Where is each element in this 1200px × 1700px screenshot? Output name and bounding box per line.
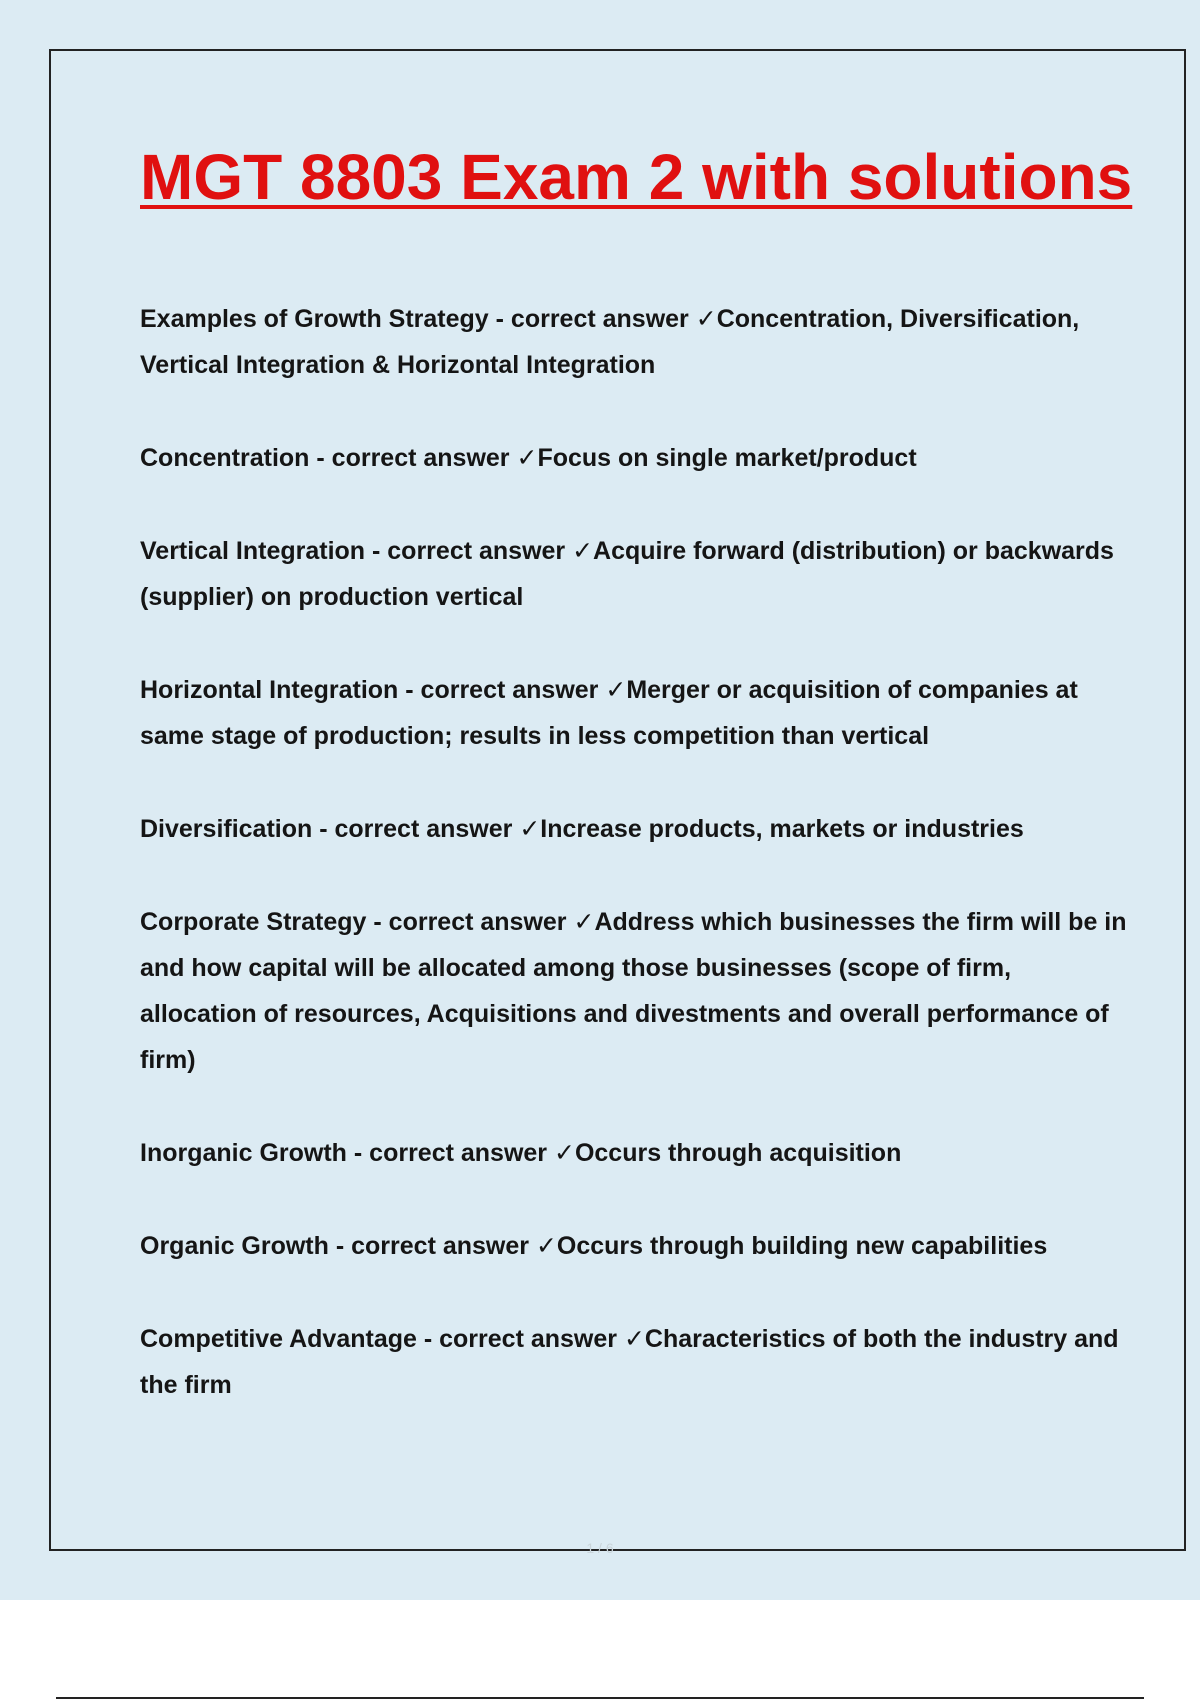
check-mark-icon: ✓ bbox=[535, 1232, 557, 1260]
qa-term: Concentration bbox=[140, 444, 310, 472]
check-mark-icon: ✓ bbox=[519, 815, 541, 843]
qa-separator: - correct answer bbox=[365, 537, 573, 565]
qa-answer: Focus on single market/product bbox=[537, 444, 917, 472]
qa-term: Competitive Advantage bbox=[140, 1325, 417, 1353]
qa-separator: - correct answer bbox=[328, 1232, 536, 1260]
qa-list bbox=[140, 296, 1130, 1455]
qa-answer: Increase products, markets or industries bbox=[540, 815, 1024, 843]
qa-item bbox=[140, 899, 1130, 1083]
qa-term: Examples of Growth Strategy bbox=[140, 305, 489, 333]
qa-term: Organic Growth bbox=[140, 1232, 329, 1260]
qa-separator: - correct answer bbox=[488, 305, 696, 333]
qa-separator: - correct answer bbox=[416, 1325, 624, 1353]
qa-item bbox=[140, 1316, 1130, 1408]
qa-term: Corporate Strategy bbox=[140, 908, 367, 936]
check-mark-icon: ✓ bbox=[572, 537, 594, 565]
qa-separator: - correct answer bbox=[398, 676, 606, 704]
qa-item bbox=[140, 435, 1130, 481]
check-mark-icon: ✓ bbox=[623, 1325, 645, 1353]
qa-separator: - correct answer bbox=[366, 908, 574, 936]
qa-separator: - correct answer bbox=[309, 444, 517, 472]
qa-answer: Occurs through acquisition bbox=[574, 1139, 902, 1167]
qa-answer: Characteristics of both the industry and the firm bbox=[140, 1325, 1119, 1399]
qa-separator: - correct answer bbox=[346, 1139, 554, 1167]
check-mark-icon: ✓ bbox=[573, 908, 595, 936]
check-mark-icon: ✓ bbox=[695, 305, 717, 333]
qa-item bbox=[140, 1223, 1130, 1269]
qa-answer: Acquire forward (distribution) or backwards (supplier) on production vertical bbox=[140, 537, 1114, 611]
check-mark-icon: ✓ bbox=[553, 1139, 575, 1167]
qa-term: Inorganic Growth bbox=[140, 1139, 347, 1167]
qa-item bbox=[140, 528, 1130, 620]
document-title: MGT 8803 Exam 2 with solutions bbox=[140, 141, 1133, 213]
qa-answer: Address which businesses the firm will be in and how capital will be allocated among those businesses (scope of firm, allocation of resources, Acquisitions and divestments and overall performance of firm) bbox=[140, 908, 1127, 1074]
page-indicator: 1 / 6 bbox=[586, 1540, 614, 1556]
qa-answer: Merger or acquisition of companies at same stage of production; results in less competition than vertical bbox=[140, 676, 1078, 750]
qa-answer: Concentration, Diversification, Vertical Integration & Horizontal Integration bbox=[140, 305, 1080, 379]
qa-item bbox=[140, 296, 1130, 388]
qa-item bbox=[140, 806, 1130, 852]
qa-term: Diversification bbox=[140, 815, 313, 843]
qa-term: Horizontal Integration bbox=[140, 676, 399, 704]
qa-answer: Occurs through building new capabilities bbox=[556, 1232, 1048, 1260]
check-mark-icon: ✓ bbox=[605, 676, 627, 704]
next-page-top-border bbox=[56, 1697, 1144, 1699]
qa-separator: - correct answer bbox=[312, 815, 520, 843]
qa-term: Vertical Integration bbox=[140, 537, 366, 565]
qa-item bbox=[140, 667, 1130, 759]
qa-item bbox=[140, 1130, 1130, 1176]
check-mark-icon: ✓ bbox=[516, 444, 538, 472]
